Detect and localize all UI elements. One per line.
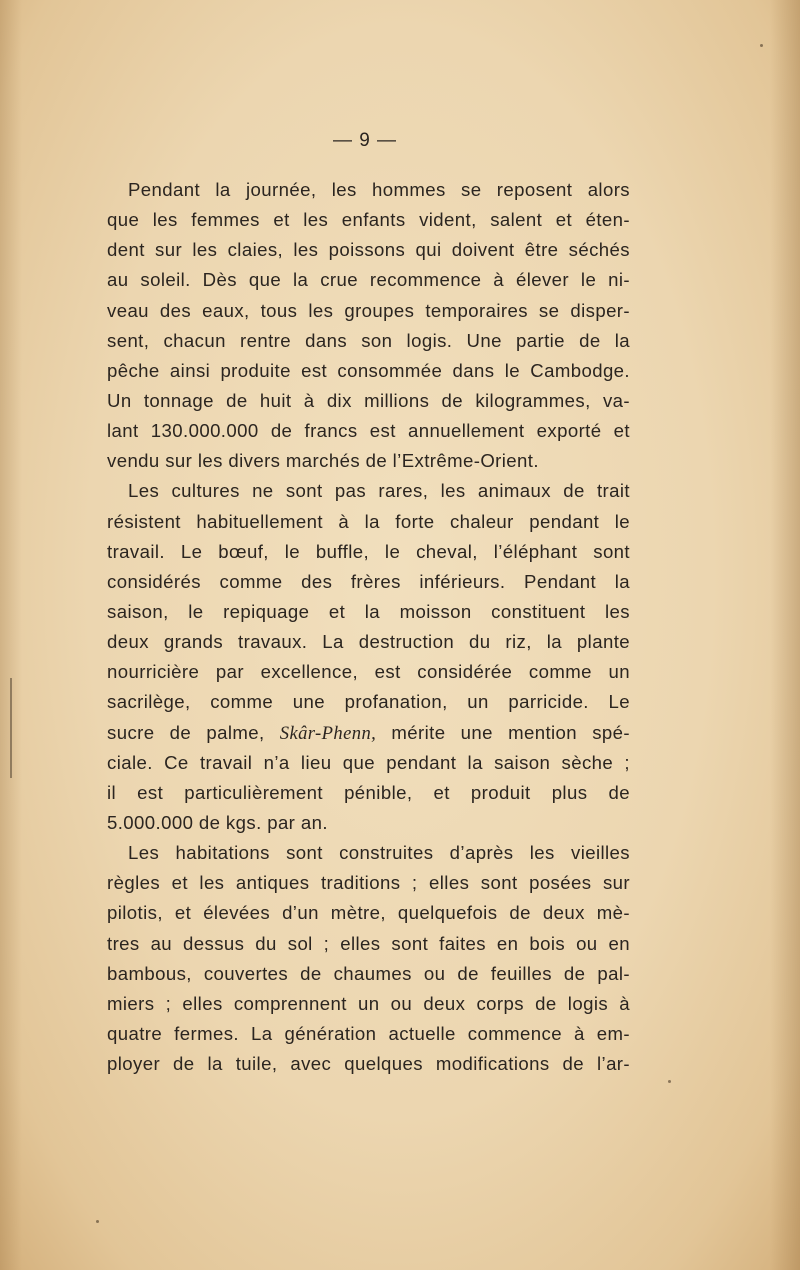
text-line: miers ; elles comprennent un ou deux corps de logis à xyxy=(107,992,630,1014)
italic-term: Skâr-Phenn, xyxy=(279,722,377,744)
text-line: au soleil. Dès que la crue recommence à élever le ni- xyxy=(107,269,630,291)
text-line: nourricière par excellence, est considérée comme un xyxy=(107,661,630,683)
text-line: tres au dessus du sol ; elles sont faites en bois ou en xyxy=(107,932,630,954)
text-line: Les cultures ne sont pas rares, les animaux de trait xyxy=(128,480,630,502)
margin-mark xyxy=(10,678,12,778)
text-line: quatre fermes. La génération actuelle commence à em- xyxy=(107,1022,630,1044)
text-line: pilotis, et élevées d’un mètre, quelquefois de deux mè- xyxy=(107,902,630,924)
text-fragment: sucre de palme, xyxy=(107,721,265,743)
text-line: Les habitations sont construites d’après les vieilles xyxy=(128,842,630,864)
text-line: ciale. Ce travail n’a lieu que pendant la saison sèche ; xyxy=(107,751,630,773)
text-line: lant 130.000.000 de francs est annuellement exporté et xyxy=(107,420,630,442)
paper-speck xyxy=(668,1080,671,1083)
page-edge-shadow-right xyxy=(770,0,800,1270)
text-line: pêche ainsi produite est consommée dans le Cambodge. xyxy=(107,359,630,381)
paper-speck xyxy=(760,44,763,47)
text-line: ployer de la tuile, avec quelques modifications de l’ar- xyxy=(107,1053,630,1075)
text-line: résistent habituellement à la forte chaleur pendant le xyxy=(107,510,630,532)
text-line: Un tonnage de huit à dix millions de kilogrammes, va- xyxy=(107,389,630,411)
text-line: dent sur les claies, les poissons qui doivent être séchés xyxy=(107,239,630,261)
text-line: que les femmes et les enfants vident, salent et éten- xyxy=(107,209,630,231)
text-line: bambous, couvertes de chaumes ou de feuilles de pal- xyxy=(107,962,630,984)
text-fragment: mérite une mention spé- xyxy=(391,721,630,743)
text-line: Pendant la journée, les hommes se reposent alors xyxy=(128,179,630,200)
text-line: travail. Le bœuf, le buffle, le cheval, l’éléphant sont xyxy=(107,540,630,562)
paper-speck xyxy=(96,1220,99,1223)
text-line: veau des eaux, tous les groupes temporaires se disper- xyxy=(107,299,630,321)
body-text xyxy=(107,175,630,1079)
page-edge-shadow-left xyxy=(0,0,22,1270)
text-line: 5.000.000 de kgs. par an. xyxy=(107,811,328,833)
text-line: règles et les antiques traditions ; elles sont posées sur xyxy=(107,872,630,894)
text-line-with-italic xyxy=(107,718,630,748)
page-number: — 9 — xyxy=(332,130,398,151)
text-line: deux grands travaux. La destruction du riz, la plante xyxy=(107,631,630,653)
text-line: il est particulièrement pénible, et produit plus de xyxy=(107,781,630,803)
text-line: sacrilège, comme une profanation, un parricide. Le xyxy=(107,691,630,713)
text-line: vendu sur les divers marchés de l’Extrême-Orient. xyxy=(107,450,539,472)
text-line: saison, le repiquage et la moisson constituent les xyxy=(107,600,630,622)
text-line: sent, chacun rentre dans son logis. Une partie de la xyxy=(107,329,630,351)
text-line: considérés comme des frères inférieurs. Pendant la xyxy=(107,570,630,592)
